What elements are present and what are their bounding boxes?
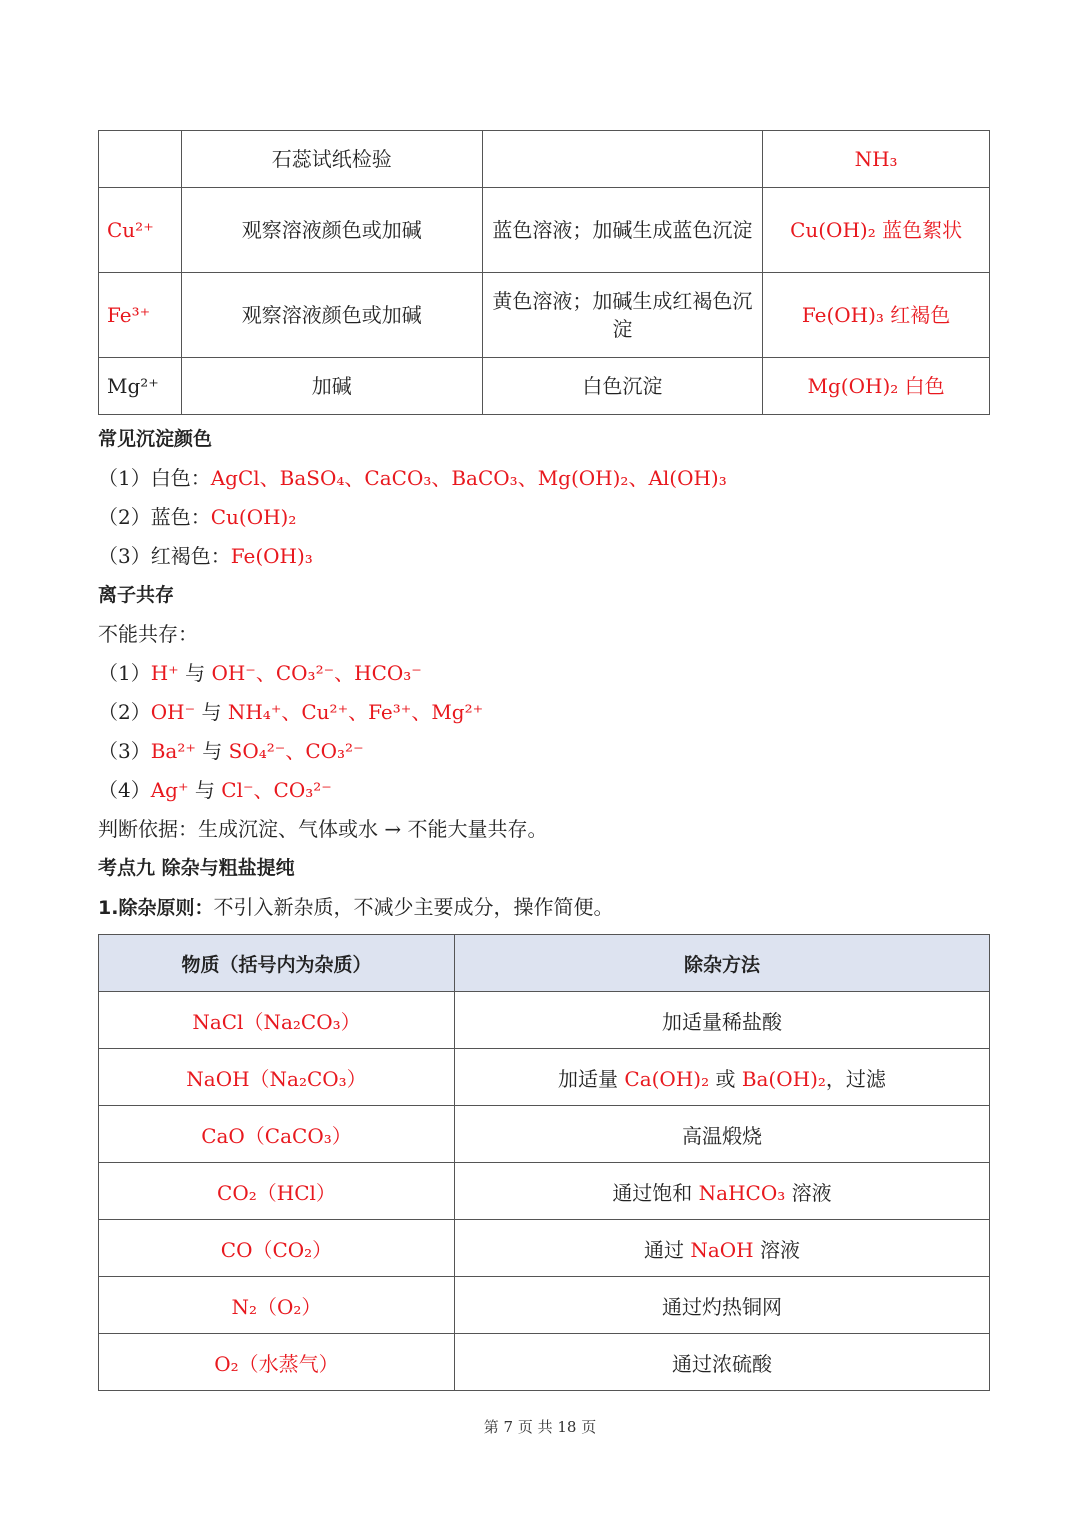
list-item <box>98 732 998 771</box>
result-formula: Cu(OH)₂ 蓝色絮状 <box>790 218 963 242</box>
table-row <box>99 131 990 188</box>
substance-cell: CO（CO₂） <box>99 1220 455 1277</box>
method-cell <box>454 1220 989 1277</box>
method-text: 溶液 <box>753 1237 800 1262</box>
principle-line <box>98 888 998 927</box>
item-value: Cu(OH)₂ <box>210 505 297 529</box>
result-cell <box>763 188 990 273</box>
method-cell <box>454 1163 989 1220</box>
substance-cell: CO₂（HCl） <box>99 1163 455 1220</box>
item-label: （2）蓝色： <box>98 505 211 529</box>
method-cell: 加碱 <box>181 358 482 415</box>
substance-cell: N₂（O₂） <box>99 1277 455 1334</box>
substance-cell: NaCl（Na₂CO₃） <box>99 992 455 1049</box>
precipitate-heading: 常见沉淀颜色 <box>98 428 213 450</box>
list-item <box>98 498 998 537</box>
method-cell: 石蕊试纸检验 <box>181 131 482 188</box>
table-row <box>99 1220 990 1277</box>
with-text: 与 <box>195 739 229 763</box>
table-row <box>99 1106 990 1163</box>
table-header-row <box>99 935 990 992</box>
method-text: 通过饱和 <box>612 1180 699 1205</box>
item-num: （4） <box>98 778 151 802</box>
result-cell: Mg(OH)₂ 白色 <box>763 358 990 415</box>
reagent: Ca(OH)₂ <box>624 1066 710 1091</box>
page-footer: 第 7 页 共 18 页 <box>483 1418 597 1436</box>
coexist-intro: 不能共存： <box>98 622 198 646</box>
ion-a: Ba²⁺ <box>150 739 196 763</box>
table-row <box>99 1334 990 1391</box>
reagent: Ba(OH)₂ <box>741 1066 826 1091</box>
ion-a: OH⁻ <box>150 700 196 724</box>
list-item <box>98 459 998 498</box>
phenomenon-cell: 蓝色溶液；加碱生成蓝色沉淀 <box>482 188 763 273</box>
method-text: 加适量 <box>558 1066 625 1091</box>
ion-b: NH₄⁺、Cu²⁺、Fe³⁺、Mg²⁺ <box>227 700 484 724</box>
ion-b: OH⁻、CO₃²⁻、HCO₃⁻ <box>211 661 422 685</box>
item-num: （2） <box>98 700 151 724</box>
item-label: （1）白色： <box>98 466 211 490</box>
method-cell: 加适量稀盐酸 <box>454 992 989 1049</box>
method-cell: 观察溶液颜色或加碱 <box>181 188 482 273</box>
method-cell: 通过浓硫酸 <box>454 1334 989 1391</box>
table-row <box>99 1277 990 1334</box>
table-row <box>99 1049 990 1106</box>
coexist-heading: 离子共存 <box>98 584 175 606</box>
ion-cell: Cu²⁺ <box>99 188 182 273</box>
method-cell: 观察溶液颜色或加碱 <box>181 273 482 358</box>
result-cell: NH₃ <box>763 131 990 188</box>
ion-a: H⁺ <box>150 661 179 685</box>
item-num: （1） <box>98 661 151 685</box>
phenomenon-cell: 黄色溶液；加碱生成红褐色沉淀 <box>482 273 763 358</box>
table-row <box>99 1163 990 1220</box>
reagent: NaOH <box>690 1237 754 1262</box>
list-item <box>98 771 998 810</box>
ion-a: Ag⁺ <box>150 778 189 802</box>
table-row <box>99 992 990 1049</box>
item-num: （3） <box>98 739 151 763</box>
ion-detection-table <box>98 130 990 415</box>
ion-b: SO₄²⁻、CO₃²⁻ <box>228 739 364 763</box>
reagent: NaHCO₃ <box>698 1180 786 1205</box>
purification-table <box>98 934 990 1391</box>
method-cell: 高温煅烧 <box>454 1106 989 1163</box>
principle-label: 1.除杂原则： <box>98 897 214 919</box>
method-text: ，过滤 <box>825 1066 886 1091</box>
substance-cell: CaO（CaCO₃） <box>99 1106 455 1163</box>
notes-block <box>98 420 998 927</box>
with-text: 与 <box>195 700 228 724</box>
ion-cell: Fe³⁺ <box>99 273 182 358</box>
ion-cell <box>99 131 182 188</box>
table-row <box>99 188 990 273</box>
item-value: AgCl、BaSO₄、CaCO₃、BaCO₃、Mg(OH)₂、Al(OH)₃ <box>210 466 727 490</box>
method-text: 溶液 <box>785 1180 832 1205</box>
substance-cell: NaOH（Na₂CO₃） <box>99 1049 455 1106</box>
phenomenon-cell: 白色沉淀 <box>482 358 763 415</box>
coexist-basis: 判断依据：生成沉淀、气体或水 → 不能大量共存。 <box>98 817 548 841</box>
section-heading: 考点九 除杂与粗盐提纯 <box>98 857 295 879</box>
item-value: Fe(OH)₃ <box>230 544 313 568</box>
table-row <box>99 273 990 358</box>
ion-b: Cl⁻、CO₃²⁻ <box>221 778 332 802</box>
item-label: （3）红褐色： <box>98 544 231 568</box>
method-text: 通过 <box>643 1237 691 1262</box>
with-text: 与 <box>188 778 222 802</box>
result-formula: Fe(OH)₃ 红褐色 <box>801 303 951 327</box>
column-header: 除杂方法 <box>454 935 989 992</box>
substance-cell: O₂（水蒸气） <box>99 1334 455 1391</box>
with-text: 与 <box>178 661 212 685</box>
method-cell: 通过灼热铜网 <box>454 1277 989 1334</box>
method-text: 或 <box>709 1066 742 1091</box>
ion-cell: Mg²⁺ <box>99 358 182 415</box>
table-row <box>99 358 990 415</box>
column-header: 物质（括号内为杂质） <box>99 935 455 992</box>
list-item <box>98 654 998 693</box>
list-item <box>98 693 998 732</box>
list-item <box>98 537 998 576</box>
method-cell <box>454 1049 989 1106</box>
phenomenon-cell <box>482 131 763 188</box>
principle-text: 不引入新杂质，不减少主要成分，操作简便。 <box>213 895 614 919</box>
result-cell <box>763 273 990 358</box>
